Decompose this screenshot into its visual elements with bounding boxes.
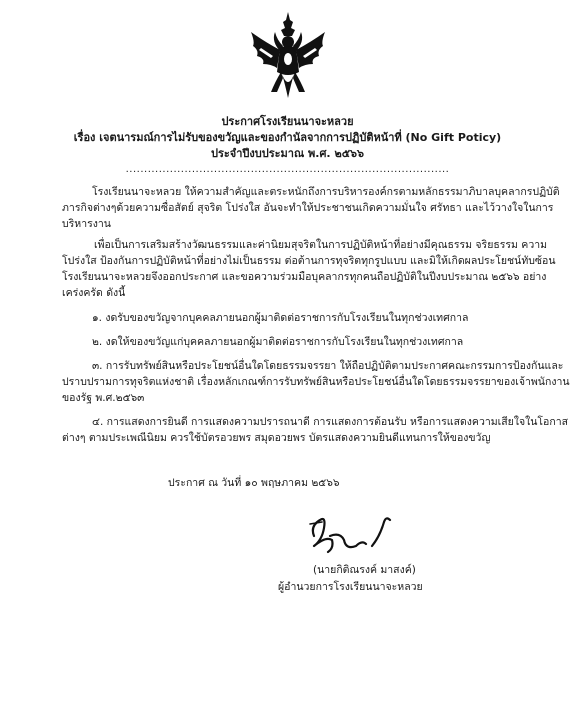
signer-position: ผู้อำนวยการโรงเรียนนาจะหลวย bbox=[278, 581, 423, 593]
rule-item-3-line-3: ของรัฐ พ.ศ.๒๕๖๓ bbox=[62, 392, 145, 404]
announced-date: ประกาศ ณ วันที่ ๑๐ พฤษภาคม ๒๕๖๖ bbox=[168, 477, 340, 489]
garuda-emblem-icon bbox=[247, 12, 329, 102]
rule-item-3-line-1: ๓. การรับทรัพย์สินหรือประโยชน์อื่นใดโดยธรรมจรรยา ให้ถือปฏิบัติตามประกาศคณะกรรมการป้องกันและ bbox=[92, 360, 564, 372]
announcement-subject: เรื่อง เจตนารมณ์การไม่รับของขวัญและของกำนัลจากการปฏิบัติหน้าที่ (No Gift Poticy) bbox=[73, 131, 502, 144]
paragraph-2-line-2: โปร่งใส ป้องกันการปฏิบัติหน้าที่อย่างไม่เป็นธรรม ต่อต้านการทุจริตทุกรูปแบบ และมิให้เกิดผลประโยชน์ทับซ้อน bbox=[62, 255, 556, 267]
rule-item-4-line-2: ต่างๆ ตามประเพณีนิยม ควรใช้บัตรอวยพร สมุดอวยพร บัตรแสดงความยินดีแทนการให้ของขวัญ bbox=[62, 432, 491, 444]
separator-line: ........................................................................................ bbox=[125, 164, 450, 175]
paragraph-2-line-3: โรงเรียนนาจะหลวยจึงออกประกาศ และขอความร่วมมือบุคลากรทุกคนถือปฏิบัติในปีงบประมาณ ๒๕๖๖ อย่าง bbox=[62, 271, 547, 283]
rule-item-3-line-2: ปราบปรามการทุจริตแห่งชาติ เรื่องหลักเกณฑ์การรับทรัพย์สินหรือประโยชน์อื่นใดโดยธรรมจรรยาของเจ้าพนักงาน bbox=[62, 376, 570, 388]
rule-item-2: ๒. งดให้ของขวัญแก่บุคคลภายนอกผู้มาติดต่อราชการกับโรงเรียนในทุกช่วงเทศกาล bbox=[92, 336, 464, 348]
director-signature bbox=[300, 506, 420, 562]
announcement-title: ประกาศโรงเรียนนาจะหลวย bbox=[221, 115, 354, 128]
paragraph-2-line-1: เพื่อเป็นการเสริมสร้างวัฒนธรรมและค่านิยมสุจริตในการปฏิบัติหน้าที่อย่างมีคุณธรรม จริยธรรม ความ bbox=[94, 239, 548, 251]
paragraph-1-line-3: บริหารงาน bbox=[62, 218, 111, 230]
signer-name: (นายกิติณรงค์ มาสงค์) bbox=[313, 564, 416, 576]
paragraph-2-line-4: เคร่งครัด ดังนี้ bbox=[62, 287, 126, 299]
fiscal-year: ประจำปีงบประมาณ พ.ศ. ๒๕๖๖ bbox=[211, 147, 364, 160]
paragraph-1-line-2: ภารกิจต่างๆด้วยความซื่อสัตย์ สุจริต โปร่งใส อันจะทำให้ประชาชนเกิดความมั่นใจ ศรัทธา และไว้วางใจในการ bbox=[62, 202, 554, 214]
rule-item-4-line-1: ๔. การแสดงการยินดี การแสดงความปรารถนาดี การแสดงการต้อนรับ หรือการแสดงความเสียใจในโอกาส bbox=[92, 416, 569, 428]
paragraph-1-line-1: โรงเรียนนาจะหลวย ให้ความสำคัญและตระหนักถึงการบริหารองค์กรตามหลักธรรมาภิบาลบุคลากรปฏิบัติ bbox=[92, 186, 560, 198]
rule-item-1: ๑. งดรับของขวัญจากบุคคลภายนอกผู้มาติดต่อราชการกับโรงเรียนในทุกช่วงเทศกาล bbox=[92, 312, 469, 324]
